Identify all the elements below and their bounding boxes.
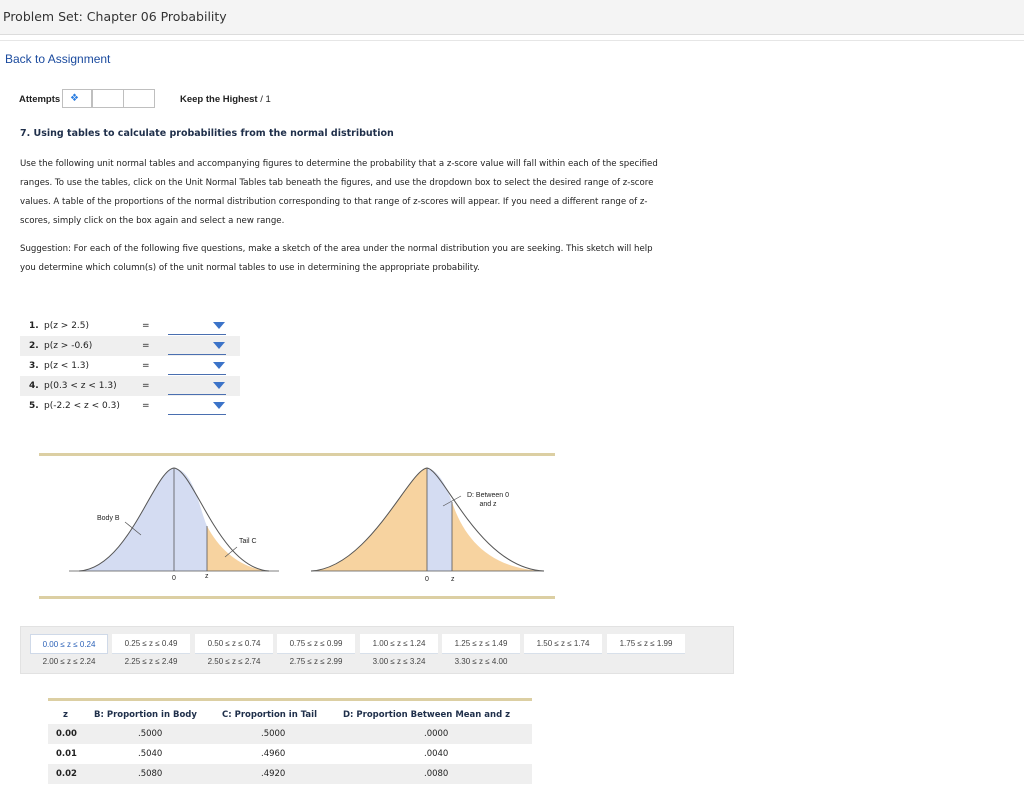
body-b-label: Body B <box>97 515 120 522</box>
instructions-paragraph <box>20 155 720 231</box>
cell-between: .0000 <box>424 729 449 739</box>
page-title: Problem Set: Chapter 06 Probability <box>3 9 227 24</box>
tab-z-0-50[interactable]: 0.50 ≤ z ≤ 0.74 <box>195 634 273 654</box>
item-expression: p(z < 1.3) <box>44 361 90 371</box>
left-zero-label: 0 <box>172 575 176 582</box>
between-area <box>427 468 452 571</box>
left-z-label: z <box>205 573 209 580</box>
instructions-line: values. A table of the proportions of the normal distribution corresponding to that range of z-scores will appear. If you need a different range of z- <box>20 197 648 207</box>
tail-area <box>207 526 269 571</box>
attempt-diamond-icon: ❖ <box>70 93 79 104</box>
column-header-between: D: Proportion Between Mean and z <box>343 710 511 720</box>
cell-between: .0040 <box>424 749 449 759</box>
column-header-tail: C: Proportion in Tail <box>222 710 317 720</box>
equals-sign: = <box>142 381 150 391</box>
attempt-slot <box>123 89 155 108</box>
tab-z-0-00[interactable]: 0.00 ≤ z ≤ 0.24 <box>30 634 108 654</box>
instructions-line: scores, simply click on the box again and select a new range. <box>20 216 285 226</box>
item-expression: p(z > -0.6) <box>44 341 93 351</box>
item-expression: p(0.3 < z < 1.3) <box>44 381 117 391</box>
cell-z: 0.02 <box>56 769 77 779</box>
dropdown-arrow-icon <box>213 362 225 369</box>
answer-dropdown[interactable] <box>168 378 226 395</box>
tab-z-2-00[interactable]: 2.00 ≤ z ≤ 2.24 <box>42 657 96 666</box>
suggestion-line: you determine which column(s) of the unit normal tables to use in determining the appropriate probability. <box>20 263 480 273</box>
question-item <box>20 376 240 396</box>
column-header-body: B: Proportion in Body <box>94 710 197 720</box>
tab-z-0-25[interactable]: 0.25 ≤ z ≤ 0.49 <box>112 634 190 654</box>
tab-z-1-00[interactable]: 1.00 ≤ z ≤ 1.24 <box>360 634 438 654</box>
tail-c-label: Tail C <box>239 538 257 545</box>
equals-sign: = <box>142 361 150 371</box>
answer-dropdown[interactable] <box>168 398 226 415</box>
tab-z-1-75[interactable]: 1.75 ≤ z ≤ 1.99 <box>607 634 685 654</box>
z-range-tabs <box>20 626 734 674</box>
dropdown-arrow-icon <box>213 342 225 349</box>
between-label-line: and z <box>479 501 497 508</box>
right-z-label: z <box>451 576 455 583</box>
between-label-line: D: Between 0 <box>466 492 510 499</box>
top-bar <box>0 0 1024 35</box>
attempt-indicator[interactable] <box>62 89 92 108</box>
right-zero-label: 0 <box>425 576 429 583</box>
back-to-assignment-link[interactable]: Back to Assignment <box>5 52 111 66</box>
figure-top-rule <box>39 453 555 456</box>
cell-tail: .4960 <box>261 749 286 759</box>
tab-z-1-25[interactable]: 1.25 ≤ z ≤ 1.49 <box>442 634 520 654</box>
between-label <box>463 491 513 509</box>
equals-sign: = <box>142 321 150 331</box>
question-item <box>20 336 240 356</box>
question-title: 7. Using tables to calculate probabilities from the normal distribution <box>20 128 394 139</box>
figure-bottom-rule <box>39 596 555 599</box>
answer-dropdown[interactable] <box>168 338 226 355</box>
cell-body: .5080 <box>138 769 163 779</box>
question-item <box>20 316 240 336</box>
cell-body: .5040 <box>138 749 163 759</box>
normal-distribution-figure <box>39 458 555 596</box>
suggestion-paragraph <box>20 240 720 278</box>
tab-z-2-25[interactable]: 2.25 ≤ z ≤ 2.49 <box>124 657 178 666</box>
cell-tail: .5000 <box>261 729 286 739</box>
question-item <box>20 396 240 416</box>
item-number: 2. <box>29 341 39 351</box>
cell-between: .0080 <box>424 769 449 779</box>
divider <box>0 40 1024 41</box>
tab-z-3-30[interactable]: 3.30 ≤ z ≤ 4.00 <box>454 657 508 666</box>
keep-highest-text: Keep the Highest <box>180 94 258 105</box>
cell-z: 0.01 <box>56 749 77 759</box>
cell-body: .5000 <box>138 729 163 739</box>
attempt-slot <box>92 89 124 108</box>
left-half-area <box>311 468 427 571</box>
right-tail-area <box>452 502 544 571</box>
attempts-label: Attempts <box>19 94 61 105</box>
instructions-line: Use the following unit normal tables and accompanying figures to determine the probability that a z-score value will fall within each of the specified <box>20 159 658 169</box>
answer-dropdown[interactable] <box>168 358 226 375</box>
item-expression: p(-2.2 < z < 0.3) <box>44 401 120 411</box>
tab-z-2-50[interactable]: 2.50 ≤ z ≤ 2.74 <box>207 657 261 666</box>
table-row <box>48 744 532 764</box>
keep-highest-value: / 1 <box>260 94 271 105</box>
dropdown-arrow-icon <box>213 322 225 329</box>
tab-z-3-00[interactable]: 3.00 ≤ z ≤ 3.24 <box>372 657 426 666</box>
equals-sign: = <box>142 341 150 351</box>
cell-tail: .4920 <box>261 769 286 779</box>
dropdown-arrow-icon <box>213 382 225 389</box>
question-item <box>20 356 240 376</box>
dropdown-arrow-icon <box>213 402 225 409</box>
tab-z-0-75[interactable]: 0.75 ≤ z ≤ 0.99 <box>277 634 355 654</box>
item-number: 3. <box>29 361 39 371</box>
tab-z-1-50[interactable]: 1.50 ≤ z ≤ 1.74 <box>524 634 602 654</box>
table-row <box>48 764 532 784</box>
cell-z: 0.00 <box>56 729 77 739</box>
suggestion-line: Suggestion: For each of the following five questions, make a sketch of the area under the normal distribution you are seeking. This sketch will help <box>20 244 653 254</box>
item-expression: p(z > 2.5) <box>44 321 90 331</box>
item-number: 4. <box>29 381 39 391</box>
item-number: 5. <box>29 401 39 411</box>
table-row <box>48 724 532 744</box>
table-top-rule <box>48 698 532 701</box>
keep-highest-label <box>180 94 271 105</box>
column-header-z: z <box>63 710 68 720</box>
equals-sign: = <box>142 401 150 411</box>
tab-z-2-75[interactable]: 2.75 ≤ z ≤ 2.99 <box>289 657 343 666</box>
instructions-line: ranges. To use the tables, click on the Unit Normal Tables tab beneath the figures, and use the dropdown box to select the desired range of z-score <box>20 178 654 188</box>
answer-dropdown[interactable] <box>168 318 226 335</box>
item-number: 1. <box>29 321 39 331</box>
